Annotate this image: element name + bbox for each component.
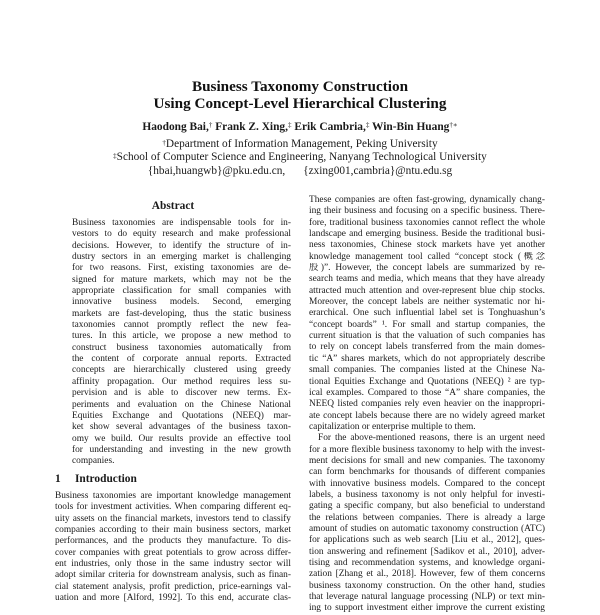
body-line: amount of studies on automatic taxonomy construction (ATC) [309,523,545,534]
author-name: Frank Z. Xing, [215,121,288,133]
body-line: erarchical. One such influential label set is Tonghuashun’s [309,308,545,319]
abstract-line: pervision and is able to discover new terms. Ex- [72,388,291,399]
abstract-line: for two reasons. First, existing taxonomies are de- [72,263,291,274]
abstract-line: concepts are hierarchically clustered using greedy [72,365,291,376]
author-mark: † [208,121,213,129]
abstract-line: markets are fast-developing, thus the static business [72,308,291,319]
affiliation-mark: † [162,139,166,147]
body-line: For the above-mentioned reasons, there is an urgent need [318,433,545,444]
abstract-line: innovative business models. Second, emerging [72,297,291,308]
abstract-line: appropriate classification for small companies with [72,286,291,297]
body-line: attracted much attention and over-represent blue chip stocks. [309,285,545,296]
email-ntu: {zxing001,cambria}@ntu.edu.sg [303,165,453,177]
body-line: Moreover, the concept labels are neither systematic nor hi- [309,297,545,308]
body-line: knowledge management tool called “concept stock (概念 [309,251,545,262]
paper-title [0,78,600,112]
body-line: ing their business and focusing on a specific business. There- [309,206,545,217]
body-line: with innovative business models. Compared to the concept [309,478,545,489]
abstract-line: signed for mature markets, which may not be the [72,274,291,285]
affiliation-text: Department of Information Management, Peking University [165,138,438,150]
body-line: labels, a business taxonomy is not only helpful for investi- [309,489,545,500]
body-line: ing to support investment either improve the current existing [309,603,545,614]
intro-line: cover companies with great potentials to grow across differ- [55,547,291,558]
body-line: to rely on concept labels transferred from the main domes- [309,342,545,353]
body-line: “concept boards” ¹. For small and startup companies, the [309,319,545,330]
right-column-body [309,195,545,615]
body-line: NEEQ listed companies rely even heavier on the inappropri- [309,399,545,410]
abstract-line: dustry sectors in an emerging market is challenging [72,252,291,263]
body-line: business taxonomy construction. On the other hand, studies [309,580,545,591]
intro-line: companies according to their main business sectors, market [55,525,291,536]
body-line: that leverage natural language processing (NLP) or text min- [309,592,545,603]
abstract-line: decisions. However, to identify the structure of in- [72,240,291,251]
abstract-line: tures. In this article, we propose a new method to [72,331,291,342]
affiliation-mark: ‡ [113,152,117,160]
body-line: small companies. The companies listed at the Chinese Na- [309,365,545,376]
abstract-line: vestors to do equity research and make professional [72,229,291,240]
title-line-2: Using Concept-Level Hierarchical Clustering [153,95,447,112]
introduction-body [55,491,291,604]
body-line: ical examples. Compared to those “A” share companies, the [309,387,545,398]
author-emails [0,165,600,178]
body-line: gating a specific company, but also beneficial to understand [309,501,545,512]
intro-line: uation and more [Alford, 1992]. To this end, accurate clas- [55,593,291,604]
body-line: These companies are often fast-growing, dynamically chang- [309,195,545,205]
title-line-1: Business Taxonomy Construction [191,78,409,95]
author-name: Erik Cambria, [294,121,366,133]
intro-line: performances, and the products they manufacture. To dis- [55,536,291,547]
body-line: current situation is that the valuation of such companies has [309,331,545,342]
author-name: Haodong Bai, [142,121,209,133]
abstract-body [72,218,291,468]
email-pku: {hbai,huangwb}@pku.edu.cn, [147,165,286,177]
body-line: search teams and media, which means that they have already [309,274,545,285]
author-list [0,121,600,134]
section-number: 1 [55,473,61,485]
body-line: tising and recommendation systems, and knowledge organi- [309,558,545,568]
abstract-line: periments and evaluation on the Chinese National [72,399,291,410]
intro-line: cial statement analysis, profit prediction, price-earnings val- [55,581,291,592]
abstract-line: for understanding and investing in the new growth [72,444,291,455]
abstract-line: omy we build. Our results provide an effective tool [72,433,291,444]
body-line: for a more flexible business taxonomy to help with the invest- [309,444,545,455]
abstract-line: the content of corporate annual reports. Extracted [72,354,291,365]
body-line: zation [Zhang et al., 2018]. However, few of them concerns [309,569,545,580]
author-mark: †∗ [449,121,458,129]
body-line: 股)”. However, the concept labels are summarized by re- [309,263,545,274]
section-title: Introduction [75,473,137,485]
author-mark: ‡ [365,121,370,129]
body-line: landscape and emerging business. Beside the traditional busi- [309,229,545,240]
abstract-line: Business taxonomies are indispensable tools for in- [72,218,291,228]
body-line: tic “A” shares markets, which do not appropriately describe [309,353,545,364]
intro-line: tools for investment activities. When comparing different eq- [55,502,291,513]
section-heading-introduction [55,473,137,486]
body-line: the relations between companies. There is already a large [309,512,545,523]
abstract-line: affinity propagation. Our method requires less su- [72,376,291,387]
affiliation [0,138,600,151]
body-line: fore, traditional business taxonomies cannot reflect the whole [309,217,545,228]
affiliation-text: School of Computer Science and Engineering, Nanyang Technological University [116,151,487,163]
body-line: ness taxonomies, Chinese stock markets have yet another [309,240,545,251]
intro-line: ent industries, only those in the same industry sector will [55,559,291,570]
body-line: ment decisions for small and new companies. The taxonomy [309,455,545,466]
body-line: tional Equities Exchange and Quotations (NEEQ) ² are typ- [309,376,545,387]
abstract-line: companies. [72,456,115,467]
author-name: Win-Bin Huang [372,121,450,133]
abstract-line: taxonomies cannot promptly reflect the new fea- [72,320,291,331]
abstract-line: Equities Exchange and Quotations (NEEQ) mar- [72,410,291,421]
affiliation [0,151,600,164]
intro-line: uity assets on the financial markets, investors tend to classify [55,513,291,524]
body-line: capitalization or enterprise multiple to them. [309,421,476,432]
body-line: can form benchmarks for thousands of different companies [309,467,545,478]
body-line: for applications such as web search [Liu et al., 2012], ques- [309,535,545,546]
abstract-heading: Abstract [151,200,195,212]
abstract-line: ket show several advantages of the business taxon- [72,422,291,433]
body-line: ate concept labels because there are no widely agreed market [309,410,545,421]
abstract-line: construct business taxonomies automatically from [72,342,291,353]
intro-line: adopt similar criteria for downstream analysis, such as finan- [55,570,291,581]
author-mark: ‡ [287,121,292,129]
body-line: tion answering and refinement [Sadikov et al., 2010], adver- [309,546,545,557]
intro-line: Business taxonomies are important knowledge management [55,491,291,501]
